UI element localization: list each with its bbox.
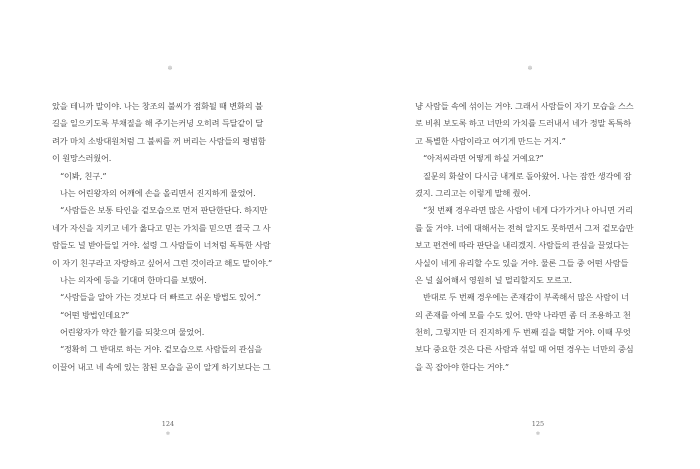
page-number: 125 xyxy=(531,420,545,428)
text-line: 로 비춰 보도록 하고 너만의 가치를 드러내서 네가 정말 독특하 xyxy=(415,118,632,129)
text-line: 반대로 두 번째 경우에는 존재감이 부족해서 많은 사람이 너 xyxy=(423,292,629,303)
text-line: “이봐, 친구.” xyxy=(60,170,107,181)
text-line: 았을 테니까 말이야. 나는 창조의 불씨가 점화될 때 변화의 불 xyxy=(52,101,263,111)
text-line: 어린왕자가 약간 활기를 되찾으며 물었어. xyxy=(60,327,205,338)
right-page xyxy=(350,0,700,469)
bottom-ornament-icon: ✽ xyxy=(535,431,541,437)
top-ornament-icon: ✽ xyxy=(527,65,533,72)
text-line: 은 널 싫어해서 영원히 널 멀리할지도 모르고. xyxy=(415,274,572,285)
text-line: “사람들은 보통 타인을 겉모습으로 먼저 판단한단다. 하지만 xyxy=(60,205,268,216)
text-line: 를 둘 거야. 너에 대해서는 전혀 알지도 못하면서 그저 겉모습만 xyxy=(415,222,634,233)
text-line: 길을 일으키도록 부채질을 해 주기는커녕 오히려 득달같이 달 xyxy=(52,118,264,129)
text-line: 질문의 화살이 다시금 내게로 돌아왔어. 나는 잠깐 생각에 잠 xyxy=(423,170,632,181)
text-line: 냥 사람들 속에 섞이는 거야. 그래서 사람들이 자기 모습을 스스 xyxy=(415,101,634,111)
right-page-body xyxy=(415,98,657,376)
text-line: 보다 중요한 것은 다른 사람과 섞일 때 어떤 경우는 너만의 중심 xyxy=(415,344,634,355)
text-line: 이 자기 친구라고 자랑하고 싶어서 그런 것이라고 해도 말이야.” xyxy=(52,257,273,268)
text-line: 이끌어 내고 네 속에 있는 참된 모습을 곧이 알게 하기보다는 그 xyxy=(52,361,271,372)
text-line: “어떤 방법인데요?” xyxy=(60,309,130,320)
text-line: 을 꼭 잡아야 한다는 거야.” xyxy=(415,361,509,372)
left-page-body xyxy=(52,98,294,376)
text-line: 나는 어린왕자의 어깨에 손을 올리면서 진지하게 물었어. xyxy=(60,187,256,198)
text-line: 나는 의자에 등을 기대며 한마디를 보탰어. xyxy=(60,274,207,285)
text-line: 천히, 그렇지만 더 진지하게 두 번째 길을 택할 거야. 이때 무엇 xyxy=(415,327,631,338)
text-line: 려가 마치 소방대원처럼 그 불씨를 꺼 버리는 사람들의 평범함 xyxy=(52,135,266,146)
text-line: “사람들을 알아 가는 것보다 더 빠르고 쉬운 방법도 있어.” xyxy=(60,292,261,303)
text-line: 고 특별한 사람이라고 여기게 만드는 거지.” xyxy=(415,135,566,146)
text-line: 사실이 네게 유리할 수도 있을 거야. 물론 그들 중 어떤 사람들 xyxy=(415,257,629,268)
text-line: 겼지. 그리고는 이렇게 말해 줬어. xyxy=(415,187,531,198)
text-line: “첫 번째 경우라면 많은 사람이 네게 다가가거나 아니면 거리 xyxy=(423,205,633,216)
top-ornament-icon: ✽ xyxy=(167,65,173,72)
text-line: 이 원망스러웠어. xyxy=(52,153,112,164)
text-line: 의 존재를 아예 모를 수도 있어. 만약 나라면 좀 더 조용하고 천 xyxy=(415,309,631,320)
page-number: 124 xyxy=(161,420,175,428)
text-line: 보고 편견에 따라 판단을 내리겠지. 사람들의 관심을 끌었다는 xyxy=(415,240,629,251)
bottom-ornament-icon: ✽ xyxy=(165,431,171,437)
text-line: “아저씨라면 어떻게 하실 거예요?” xyxy=(423,153,544,164)
text-line: “정확히 그 반대로 하는 거야. 겉모습으로 사람들의 관심을 xyxy=(60,344,263,355)
text-line: 람들도 널 받아들일 거야. 설령 그 사람들이 너처럼 독특한 사람 xyxy=(52,240,271,251)
text-line: 네가 자신을 지키고 네가 옳다고 믿는 가치를 믿으면 결국 그 사 xyxy=(52,222,271,233)
